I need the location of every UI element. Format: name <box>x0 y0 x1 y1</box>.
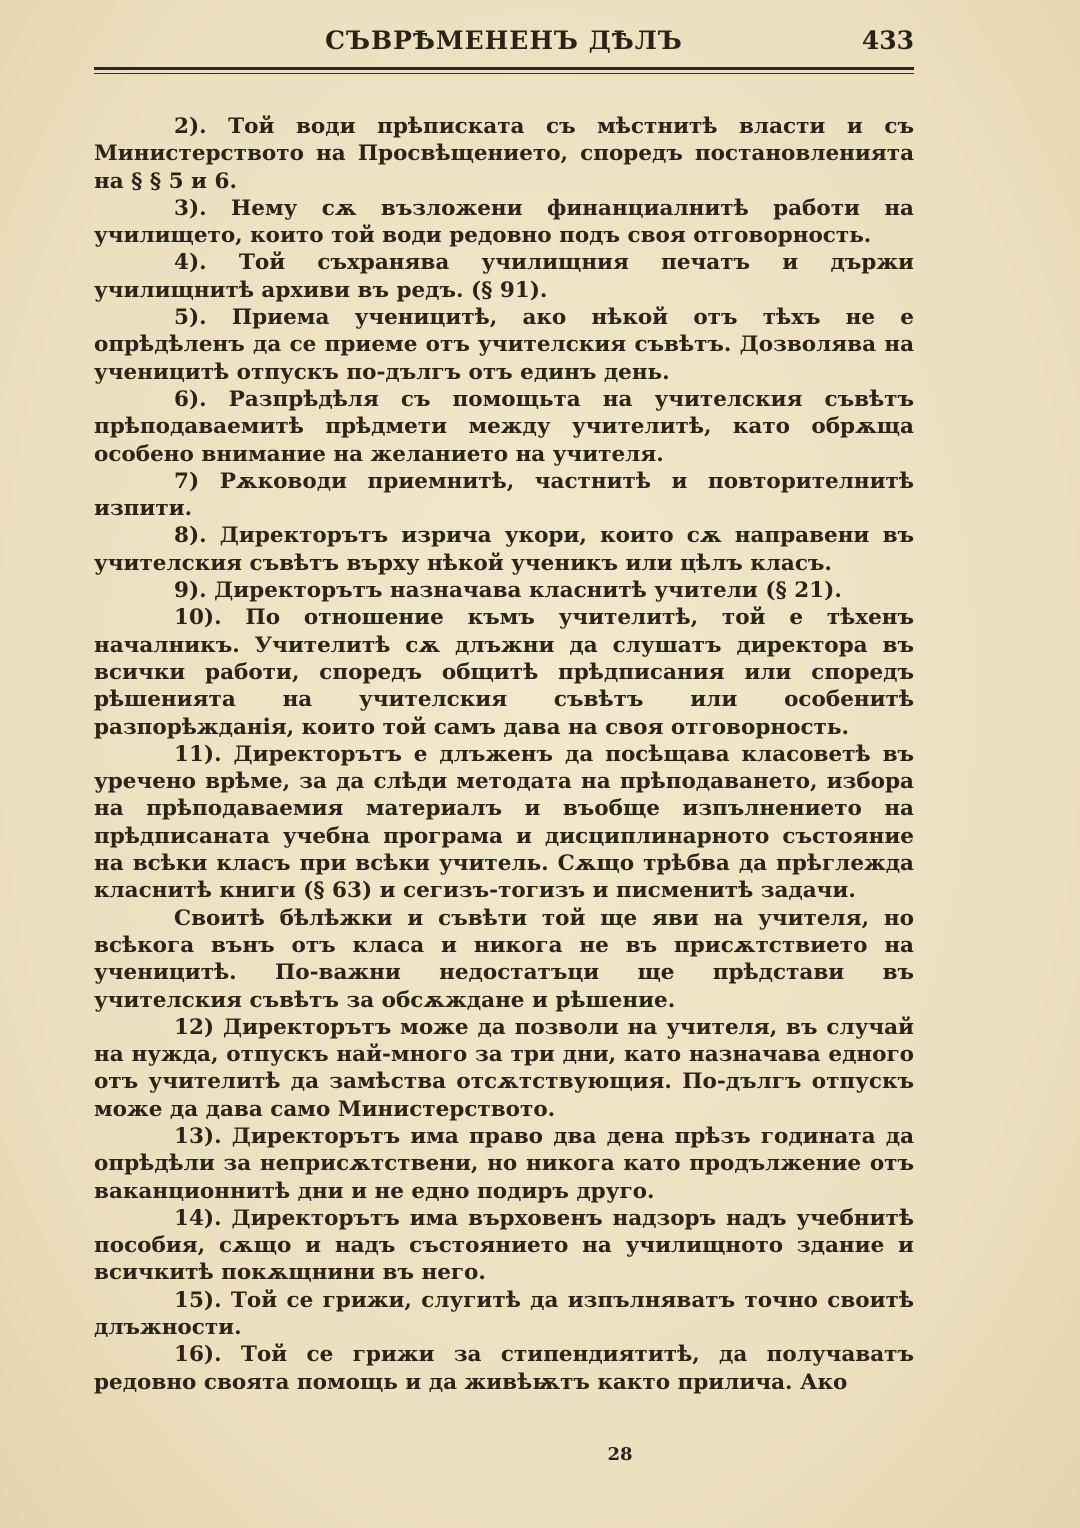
paragraph-14: 14). Директорътъ има върховенъ надзоръ надъ учебнитѣ пособия, сѫщо и надъ състоянието на училищното здание и всичкитѣ покѫщнини въ него. <box>94 1205 914 1286</box>
paragraph-9: 9). Директорътъ назначава класнитѣ учители (§ 21). <box>174 578 842 604</box>
paragraph-5: 5). Приема ученицитѣ, ако нѣкой отъ тѣхъ не е опрѣдѣленъ да се приеме отъ учителския съвѣтъ. Дозволява на ученицитѣ отпускъ по-дългъ отъ единъ день. <box>94 305 914 385</box>
header-rule-thick <box>94 67 914 70</box>
paragraph-11: 11). Директорътъ е длъженъ да посѣщава класоветѣ въ уречено врѣме, за да слѣди методата на прѣподаването, избора на прѣподаваемия материалъ и въобще изпълнението на прѣдписаната учебна програма и дисциплинарното състояние на всѣки класъ при всѣки учитель. Сѫщо трѣбва да прѣглежда класнитѣ книги (§ 63) и сегизъ-тогизъ и писменитѣ задачи. <box>94 741 914 904</box>
paragraph-12: 12) Директорътъ може да позволи на учителя, въ случай на нужда, отпускъ най-много за три дни, като назначава едного отъ учителитѣ да замѣства отсѫтствующия. По-дългъ отпускъ може да дава само Министерството. <box>94 1014 914 1122</box>
paragraph-3: 3). Нему сѫ възложени финанциалнитѣ работи на училището, които той води редовно подъ своя отговорность. <box>94 195 914 249</box>
paragraph-8: 8). Директорътъ изрича укори, които сѫ направени въ учителския съвѣтъ върху нѣкой ученикъ или цѣлъ класъ. <box>94 523 914 576</box>
paragraph-11-continued: Своитѣ бѣлѣжки и съвѣти той ще яви на учителя, но всѣкога вънъ отъ класа и никога не въ присѫтствието на ученицитѣ. По-важни недостатъци ще прѣдстави въ учителския съвѣтъ за обсѫждане и рѣшение. <box>94 905 914 1013</box>
paragraph-7: 7) Рѫководи приемнитѣ, частнитѣ и повторителнитѣ изпити. <box>94 468 914 522</box>
paragraph-4: 4). Той съхранява училищния печатъ и държи училищнитѣ архиви въ редъ. (§ 91). <box>94 250 914 303</box>
page-number: 433 <box>861 26 914 55</box>
paragraph-16: 16). Той се грижи за стипендиятитѣ, да получаватъ редовно своята помощь и да живѣѭтъ както прилича. Ако <box>94 1342 914 1395</box>
page-header <box>94 24 914 68</box>
running-title: СЪВРѢМЕНЕНЪ ДѢЛЪ <box>325 26 683 55</box>
paragraph-13: 13). Директорътъ има право два дена прѣзъ годината да опрѣдѣли за неприсѫтствени, но никога като продължение отъ ваканционнитѣ дни и не едно подиръ друго. <box>94 1123 914 1204</box>
paragraph-10: 10). По отношение къмъ учителитѣ, той е тѣхенъ началникъ. Учителитѣ сѫ длъжни да слушатъ директора въ всички работи, споредъ общитѣ прѣдписания или споредъ рѣшенията на учителския съвѣтъ или особенитѣ разпорѣжданія, които той самъ дава на своя отговорность. <box>94 605 914 740</box>
paragraph-2: 2). Той води прѣписката съ мѣстнитѣ власти и съ Министерството на Просвѣщението, споредъ постановленията на § § 5 и 6. <box>94 114 914 194</box>
paragraph-15: 15). Той се грижи, слугитѣ да изпълняватъ точно своитѣ длъжности. <box>94 1287 914 1341</box>
printer-signature-mark <box>0 1444 1080 1465</box>
paragraph-6: 6). Разпрѣдѣля съ помощьта на учителския съвѣтъ прѣподаваемитѣ прѣдмети между учителитѣ, като обрѫща особено внимание на желанието на учителя. <box>94 386 914 467</box>
body-text <box>94 113 914 1396</box>
header-rule-thin <box>94 73 914 74</box>
signature-mark-text: 28 <box>607 1444 633 1465</box>
